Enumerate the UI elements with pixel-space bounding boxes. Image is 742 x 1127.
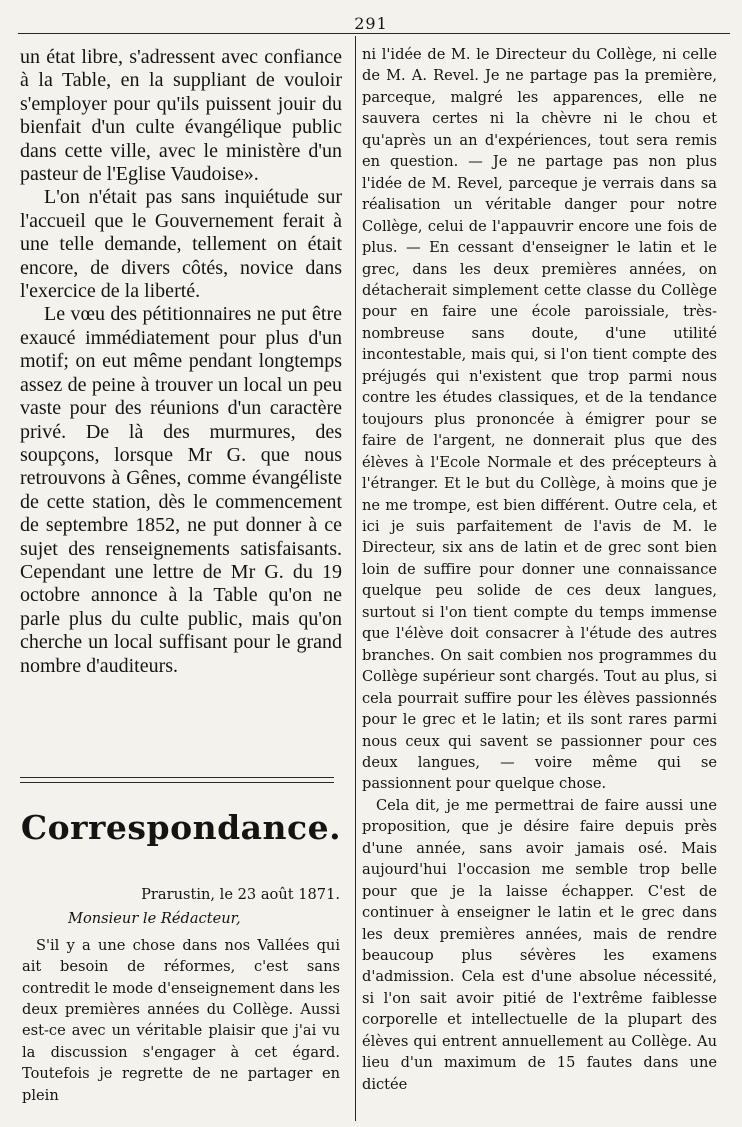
- left-column: [20, 46, 342, 678]
- left-paragraph-2: L'on n'était pas sans inquiétude sur l'accueil que le Gouvernement ferait à une telle demande, tellement on était encore, de divers côtés, novice dans l'exercice de la liberté.: [20, 186, 342, 303]
- column-divider: [355, 36, 356, 1121]
- right-paragraph-2: Cela dit, je me permettrai de faire aussi une proposition, que je désire faire depuis près d'une année, sans avoir jamais osé. Mais aujourd'hui l'occasion me semble trop belle pour que je la laisse échapper. C'est de continuer à enseigner le latin et le grec dans les deux premières années, mais de rendre beaucoup plus sévères les examens d'admission. Cela est d'une absolue nécessité, si l'on sait avoir pitié de l'extrême faiblesse corporelle et intellectuelle de la plupart des élèves qui entrent annuellement au Collège. Au lieu d'un maximum de 15 fautes dans une dictée: [362, 796, 717, 1093]
- left-paragraph-3: Le vœu des pétitionnaires ne put être exaucé immédiatement pour plus d'un motif; on eut même pendant longtemps assez de peine à trouver un local un peu vaste pour des réunions d'un caractère privé. De là des murmures, des soupçons, lorsque Mr G. que nous retrouvons à Gênes, comme évangéliste de cette station, dès le commencement de septembre 1852, ne put donner à ce sujet des renseignements satisfaisants. Cependant une lettre de Mr G. du 19 octobre annonce à la Table qu'on ne parle plus du culte public, mais qu'on cherche un local suffisant pour le grand nombre d'auditeurs.: [20, 303, 342, 677]
- left-paragraph-1: un état libre, s'adressent avec confiance à la Table, en la suppliant de vouloir s'employer pour qu'ils puissent jouir du bienfait d'un culte évangélique public dans cette ville, avec le ministère d'un pasteur de l'Eglise Vaudoise».: [20, 46, 342, 186]
- right-column: [362, 44, 717, 1095]
- letter-dateline: Prarustin, le 23 août 1871.: [141, 886, 340, 903]
- letter-paragraph-1: S'il y a une chose dans nos Vallées qui ait besoin de réformes, c'est sans contredit le mode d'enseignement dans les deux premières années du Collège. Aussi est-ce avec un véritable plaisir que j'ai vu la discussion s'engager à cet égard. Toutefois je regrette de ne partager en plein: [22, 936, 340, 1104]
- right-paragraph-1: ni l'idée de M. le Directeur du Collège, ni celle de M. A. Revel. Je ne partage pas la première, parceque, malgré les apparences, elle ne sauvera certes ni la chèvre ni le chou et qu'après un an d'expériences, tout sera remis en question. — Je ne partage pas non plus l'idée de M. Revel, parceque je verrais dans sa réalisation un véritable danger pour notre Collège, celui de l'appauvrir encore une fois de plus. — En cessant d'enseigner le latin et le grec, dans les deux premières années, on détacherait simplement cette classe du Collège pour en faire une école paroissiale, très-nombreuse sans doute, d'une utilité incontestable, mais qui, si l'on tient compte des préjugés qui n'existent que trop parmi nous contre les études classiques, et de la tendance toujours plus prononcée à émigrer pour se faire de l'argent, ne donnerait plus que des élèves à l'Ecole Normale et des précepteurs à l'étranger. Et le but du Collège, à moins que je ne me trompe, est bien différent. Outre cela, et ici je suis parfaitement de l'avis de M. le Directeur, six ans de latin et de grec sont bien loin de suffire pour donner une connaissance quelque peu solide de ces deux langues, surtout si l'on tient compte du temps immense que l'élève doit consacrer à l'étude des autres branches. On sait combien nos programmes du Collège supérieur sont chargés. Tout au plus, si cela pourrait suffire pour les élèves passionnés pour le grec et le latin; et ils sont rares parmi nous ceux qui savent se passionner pour ces deux langues, — voire même qui se passionnent pour quelque chose.: [362, 46, 717, 793]
- letter-salutation: Monsieur le Rédacteur,: [68, 910, 241, 928]
- header-rule: [18, 33, 730, 34]
- page-number: 291: [354, 14, 388, 33]
- section-heading: Correspondance.: [20, 808, 342, 847]
- section-separator: [20, 777, 334, 783]
- letter-block: [22, 884, 340, 1106]
